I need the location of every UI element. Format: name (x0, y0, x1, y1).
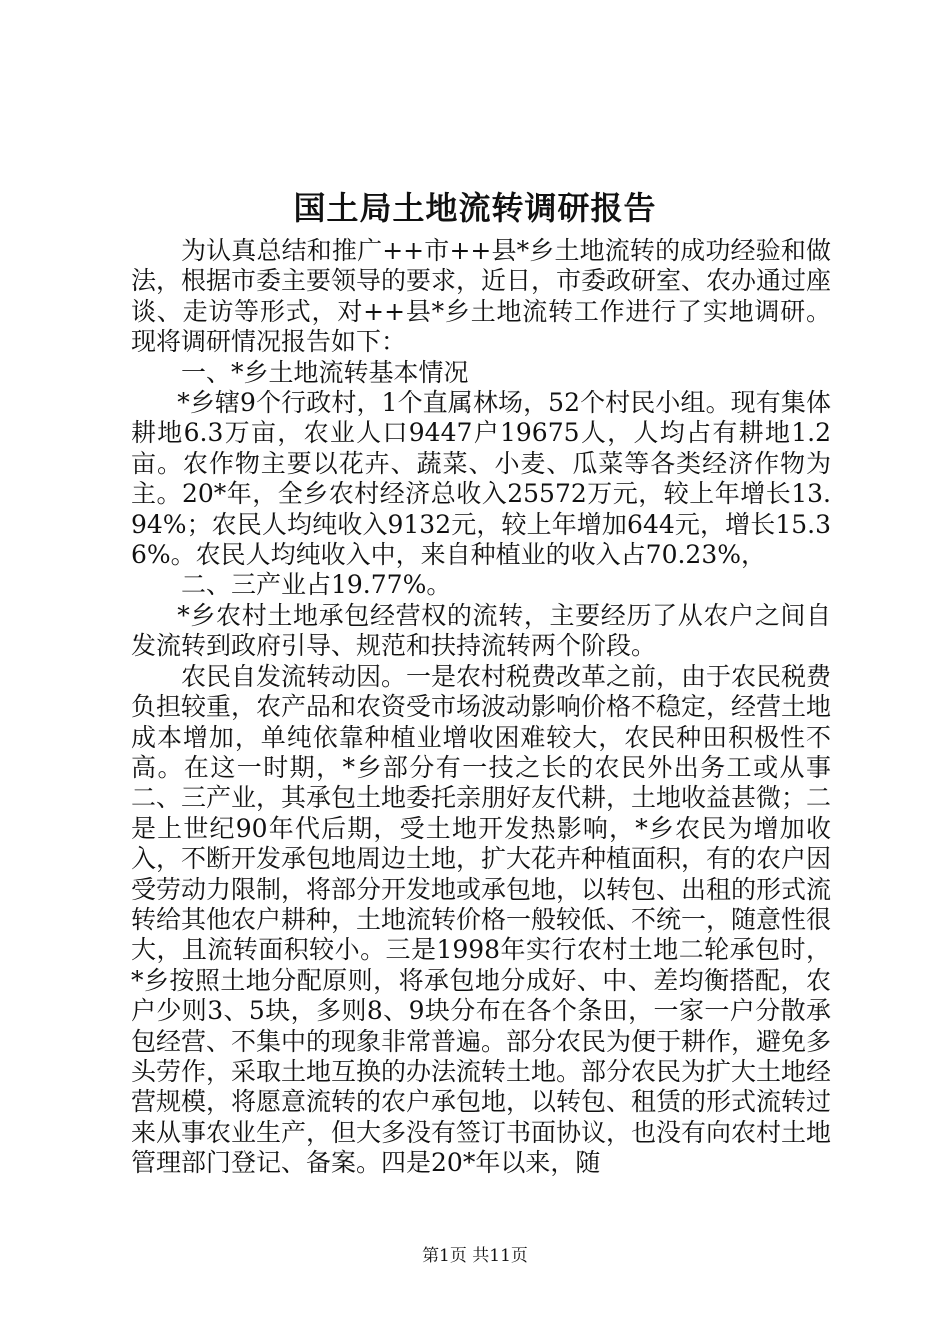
paragraph-basic-situation: *乡辖9个行政村，1个直属林场，52个村民小组。现有集体耕地6.3万亩，农业人口9447户19675人，人均占有耕地1.2亩。农作物主要以花卉、蔬菜、小麦、瓜菜等各类经济作物为主。20*年，全乡农村经济总收入25572万元，较上年增长13.94%；农民人均纯收入9132元，较上年增加644元，增长15.36%。农民人均纯收入中，来自种植业的收入占70.23%， (131, 388, 831, 570)
document-title: 国土局土地流转调研报告 (293, 189, 657, 227)
page-footer: 第1页 共11页 (422, 1246, 528, 1266)
document-body (131, 236, 831, 1179)
paragraph-intro: 为认真总结和推广++市++县*乡土地流转的成功经验和做法，根据市委主要领导的要求，近日，市委政研室、农办通过座谈、走访等形式，对++县*乡土地流转工作进行了实地调研。现将调研情况报告如下： (131, 236, 832, 357)
paragraph-transfer-stages: *乡农村土地承包经营权的流转，主要经历了从农户之间自发流转到政府引导、规范和扶持流转两个阶段。 (131, 600, 831, 661)
paragraph-industry-share: 二、三产业占19.77%。 (181, 570, 452, 600)
paragraph-spontaneous-transfer: 农民自发流转动因。一是农村税费改革之前，由于农民税费负担较重，农产品和农资受市场波动影响价格不稳定，经营土地成本增加，单纯依靠种植业增收困难较大，农民种田积极性不高。在这一时期，*乡部分有一技之长的农民外出务工或从事二、三产业，其承包土地委托亲朋好友代耕，土地收益甚微；二是上世纪90年代后期，受土地开发热影响，*乡农民为增加收入，不断开发承包地周边土地，扩大花卉种植面积，有的农户因受劳动力限制，将部分开发地或承包地，以转包、出租的形式流转给其他农户耕种，土地流转价格一般较低、不统一，随意性很大，且流转面积较小。三是1998年实行农村土地二轮承包时，*乡按照土地分配原则，将承包地分成好、中、差均衡搭配，农户少则3、5块，多则8、9块分布在各个条田，一家一户分散承包经营、不集中的现象非常普遍。部分农民为便于耕作，避免多头劳作，采取土地互换的办法流转土地。部分农民为扩大土地经营规模，将愿意流转的农户承包地，以转包、租赁的形式流转过来从事农业生产，但大多没有签订书面协议，也没有向农村土地管理部门登记、备案。四是20*年以来，随 (131, 661, 832, 1178)
section-heading-basic-situation: 一、*乡土地流转基本情况 (181, 357, 469, 387)
